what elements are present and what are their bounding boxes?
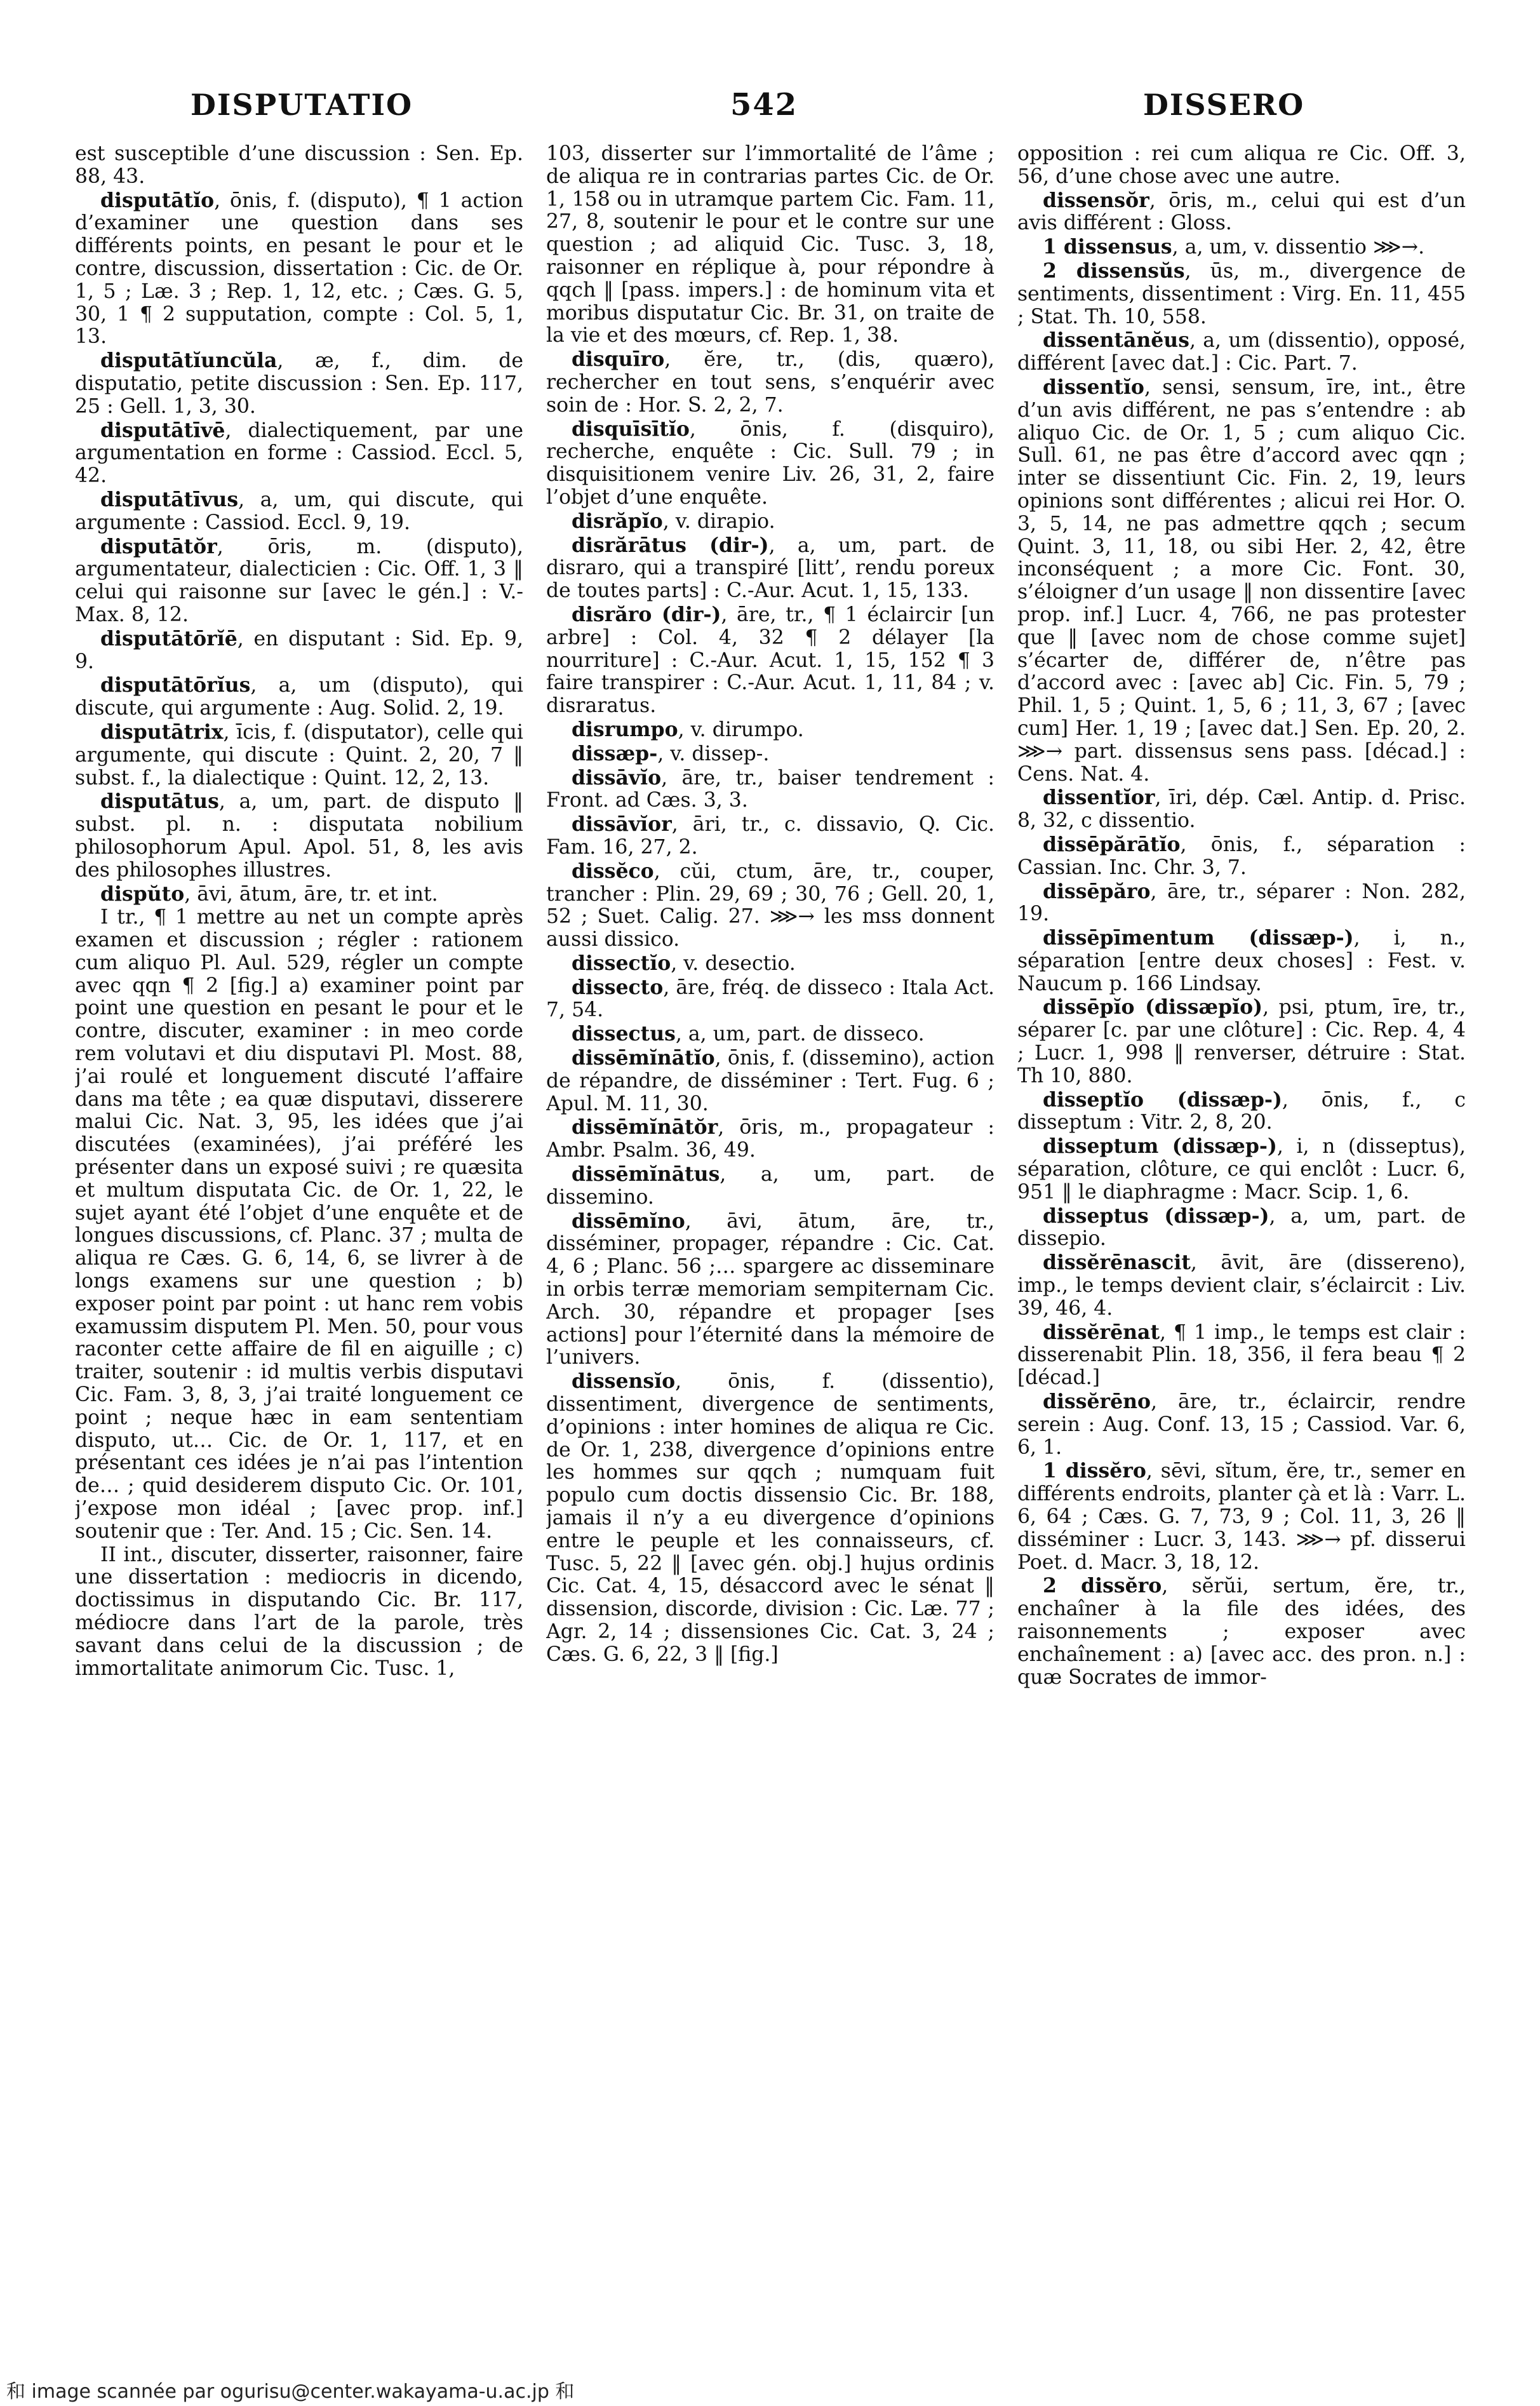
dictionary-entry: disputātus, a, um, part. de disputo ‖ subst. pl. n. : disputata nobilium philosophorum Apul. Apol. 51, 8, les avis des philosophes illustres. — [75, 790, 523, 882]
text-columns — [75, 143, 1466, 2347]
dictionary-entry: disseptus (dissæp-), a, um, part. de dissepio. — [1017, 1204, 1466, 1251]
dictionary-entry: dissāvĭor, āri, tr., c. dissavio, Q. Cic. Fam. 16, 27, 2. — [546, 812, 994, 859]
headword: dissensĭo — [572, 1369, 676, 1394]
headword: dissectĭo — [572, 951, 671, 975]
headword: dissentĭo — [1043, 375, 1144, 399]
headword: disrărātus (dir-) — [572, 533, 769, 557]
dictionary-entry: disseptum (dissæp-), i, n (disseptus), séparation, clôture, ce qui enclôt : Lucr. 6, 951 ‖ le diaphragme : Macr. Scip. 1, 6. — [1017, 1134, 1466, 1204]
headword: dissēmĭno — [572, 1209, 685, 1233]
dictionary-entry: dissĕrēnat, ¶ 1 imp., le temps est clair : disserenabit Plin. 18, 356, il fera beau ¶ 2 [décad.] — [1017, 1320, 1466, 1390]
dictionary-entry: dissēpĭo (dissæpĭo), psi, ptum, īre, tr., séparer [c. par une clôture] : Cic. Rep. 4, 4 ; Lucr. 1, 998 ‖ renverser, détruire : Stat. Th 10, 880. — [1017, 995, 1466, 1087]
dictionary-entry: opposition : rei cum aliqua re Cic. Off. 3, 56, d’une chose avec une autre. — [1017, 143, 1466, 188]
dictionary-entry: dissāvĭo, āre, tr., baiser tendrement : Front. ad Cæs. 3, 3. — [546, 765, 994, 812]
dictionary-entry: disputātōrĭē, en disputant : Sid. Ep. 9, 9. — [75, 626, 523, 673]
headword: 1 dissensus — [1043, 235, 1172, 259]
headword: disputātus — [100, 790, 219, 814]
dictionary-entry: disrumpo, v. dirumpo. — [572, 717, 804, 741]
headword: disputātōrĭus — [100, 673, 251, 697]
running-head-right: DISSERO — [1143, 88, 1305, 122]
dictionary-entry: dissēpăro, āre, tr., séparer : Non. 282, 19. — [1017, 879, 1466, 926]
dictionary-entry: II int., discuter, disserter, raisonner, faire une dissertation : mediocris in dicendo, doctissimus in disputando Cic. Br. 117, médiocre dans l’art de la parole, très savant dans celui de la discussion ; de immortalitate animorum Cic. Tusc. 1, — [75, 1543, 523, 1680]
dictionary-entry: dissecto, āre, fréq. de disseco : Itala Act. 7, 54. — [546, 975, 994, 1022]
headword: dissĕrēnat — [1043, 1320, 1160, 1344]
headword: disputātrix — [100, 720, 224, 744]
dictionary-entry: 103, disserter sur l’immortalité de l’âme ; de aliqua re in contrarias partes Cic. de Or. 1, 158 ou in utramque partem Cic. Fam. 11, 27, 8, soutenir le pour et le contre sur une question ; ad aliquid Cic. Tusc. 3, 18, raisonner en réplique à, pour répondre à qqch ‖ [pass. impers.] : de hominum vita et moribus disputatur Cic. Br. 31, on traite de la vie et des mœurs, cf. Rep. 1, 38. — [546, 143, 994, 347]
dictionary-entry: disrăro (dir-), āre, tr., ¶ 1 éclaircir [un arbre] : Col. 4, 32 ¶ 2 délayer [la nourriture] : C.-Aur. Acut. 1, 15, 152 ¶ 3 faire transpirer : C.-Aur. Acut. 1, 11, 84 ; v. disraratus. — [546, 602, 994, 718]
headword: dissēmĭnātĭo — [572, 1046, 715, 1070]
headword: 1 dissĕro — [1043, 1459, 1146, 1483]
dictionary-entry: dissēmĭno, āvi, ātum, āre, tr., disséminer, propager, répandre : Cic. Cat. 4, 6 ; Planc. 56 ;… spargere ac disseminare in orbis terræ memoriam sempiternam Cic. Arch. 30, répandre et propager [ses actions] pour l’éternité dans la mémoire de l’univers. — [546, 1209, 994, 1369]
headword: dispŭto — [100, 882, 185, 906]
headword: dissēmĭnātŏr — [572, 1115, 718, 1139]
headword: disputātōrĭē — [100, 626, 238, 650]
headword: dissāvĭor — [572, 812, 672, 837]
scan-credit: 和 image scannée par ogurisu@center.wakayama-u.ac.jp 和 — [6, 2381, 575, 2403]
dictionary-entry: dissĕrēnascit, āvit, āre (dissereno), imp., le temps devient clair, s’éclaircit : Liv. 39, 46, 4. — [1017, 1251, 1466, 1320]
headword: dissæp- — [572, 741, 658, 765]
dictionary-entry: I tr., ¶ 1 mettre au net un compte après examen et discussion ; régler : rationem cum aliquo Pl. Aul. 529, régler un compte avec qqn ¶ 2 [fig.] a) examiner point par point une question en pesant le pour et le contre, discuter, examiner : in meo corde rem volutavi et diu disputavi Pl. Most. 88, j’ai roulé et longuement discuté l’affaire dans ma tête ; ea quæ disputavi, disserere malui Cic. Nat. 3, 95, les idées que j’ai discutées (examinées), j’ai préféré les présenter dans un exposé suivi ; re quæsita et multum disputata Cic. de Or. 1, 22, le sujet ayant été l’objet d’une enquête et de longues discussions, cf. Planc. 37 ; multa de aliqua re Cæs. G. 6, 14, 6, se livrer à de longs examens sur une question ; b) exposer point par point : ut hanc rem vobis examussim disputem Pl. Men. 50, pour vous raconter cette affaire de fil en aiguille ; c) traiter, soutenir : id multis verbis disputavi Cic. Fam. 3, 8, 3, j’ai traité longuement ce point ; neque hæc in eam sententiam disputo, ut… Cic. de Or. 1, 117, et en présentant ces idées je n’ai pas l’intention de… ; quid desiderem disputo Cic. Or. 101, j’expose mon idéal ; [avec prop. inf.] soutenir que : Ter. And. 15 ; Cic. Sen. 14. — [75, 906, 523, 1543]
dictionary-entry: disputātīvus, a, um, qui discute, qui argumente : Cassiod. Eccl. 9, 19. — [75, 487, 523, 534]
dictionary-entry: disquīro, ĕre, tr., (dis, quæro), rechercher en tout sens, s’enquérir avec soin de : Hor. S. 2, 2, 7. — [546, 347, 994, 417]
headword: disputātŏr — [100, 534, 217, 558]
headword: disrumpo — [572, 717, 678, 741]
headword: dissĕrēnascit — [1043, 1251, 1191, 1275]
dictionary-entry: 2 dissensŭs, ūs, m., divergence de sentiments, dissentiment : Virg. En. 11, 455 ; Stat. Th. 10, 558. — [1017, 259, 1466, 328]
dictionary-entry: dispŭto, āvi, ātum, āre, tr. et int. — [100, 882, 438, 906]
dictionary-entry: dissēmĭnātĭo, ōnis, f. (dissemino), action de répandre, de disséminer : Tert. Fug. 6 ; Apul. M. 11, 30. — [546, 1046, 994, 1115]
dictionary-entry: dissēmĭnātus, a, um, part. de dissemino. — [546, 1162, 994, 1209]
dictionary-entry: disrăpĭo, v. dirapio. — [572, 509, 775, 533]
headword: disquīro — [572, 347, 665, 372]
dictionary-entry: disputātrix, īcis, f. (disputator), celle qui argumente, qui discute : Quint. 2, 20, 7 ‖ subst. f., la dialectique : Quint. 12, 2, 13. — [75, 720, 523, 790]
headword: disputātĭo — [100, 188, 215, 212]
page-number: 542 — [730, 87, 798, 123]
column-left — [75, 143, 523, 2347]
headword: 2 dissensŭs — [1043, 259, 1185, 283]
dictionary-entry: dissæp-, v. dissep-. — [572, 741, 770, 765]
dictionary-entry: disseptĭo (dissæp-), ōnis, f., c disseptum : Vitr. 2, 8, 20. — [1017, 1087, 1466, 1134]
headword: disquīsītĭo — [572, 417, 690, 441]
dictionary-entry: dissectus, a, um, part. de disseco. — [572, 1022, 925, 1046]
dictionary-entry: disputātĭo, ōnis, f. (disputo), ¶ 1 action d’examiner une question dans ses différents points, en pesant le pour et le contre, discussion, dissertation : Cic. de Or. 1, 5 ; Læ. 3 ; Rep. 1, 12, etc. ; Cæs. G. 5, 30, 1 ¶ 2 supputation, compte : Col. 5, 1, 13. — [75, 188, 523, 349]
headword: disrăpĭo — [572, 509, 663, 533]
dictionary-entry: dissĕco, cŭi, ctum, āre, tr., couper, trancher : Plin. 29, 69 ; 30, 76 ; Gell. 20, 1, 52 ; Suet. Calig. 27. ⋙→ les mss donnent aussi dissico. — [546, 859, 994, 951]
headword: dissentānĕus — [1043, 328, 1189, 353]
dictionary-entry: disputātīvē, dialectiquement, par une argumentation en forme : Cassiod. Eccl. 5, 42. — [75, 418, 523, 488]
dictionary-entry: dissentĭor, īri, dép. Cæl. Antip. d. Prisc. 8, 32, c dissentio. — [1017, 786, 1466, 833]
headword: dissēpărātĭo — [1043, 832, 1181, 856]
running-head-left: DISPUTATIO — [191, 88, 413, 122]
headword: dissēmĭnātus — [572, 1162, 720, 1186]
headword: disputātīvus — [100, 487, 239, 511]
dictionary-entry: dissĕrēno, āre, tr., éclaircir, rendre serein : Aug. Conf. 13, 15 ; Cassiod. Var. 6, 6, 1. — [1017, 1390, 1466, 1459]
headword: disseptus (dissæp-) — [1043, 1204, 1269, 1228]
headword: disseptum (dissæp-) — [1043, 1134, 1277, 1159]
headword: dissecto — [572, 975, 664, 999]
column-right — [1017, 143, 1466, 2347]
dictionary-entry: 1 dissensus, a, um, v. dissentio ⋙→. — [1043, 235, 1425, 259]
headword: disseptĭo (dissæp-) — [1043, 1087, 1282, 1112]
dictionary-entry: 1 dissĕro, sēvi, sĭtum, ĕre, tr., semer en différents endroits, planter çà et là : Varr. L. 6, 64 ; Cæs. G. 7, 73, 9 ; Col. 11, 3, 26 ‖ disséminer : Lucr. 3, 143. ⋙→ pf. disserui Poet. d. Macr. 3, 18, 12. — [1017, 1459, 1466, 1574]
headword: disrăro (dir-) — [572, 602, 721, 626]
headword: dissēpăro — [1043, 879, 1151, 903]
headword: dissensŏr — [1043, 188, 1149, 212]
dictionary-entry: disputātŏr, ōris, m. (disputo), argumentateur, dialecticien : Cic. Off. 1, 3 ‖ celui qui raisonne sur [avec le gén.] : V.-Max. 8, 12. — [75, 534, 523, 626]
dictionary-entry: dissectĭo, v. desectio. — [572, 951, 796, 975]
headword: dissēpĭo (dissæpĭo) — [1043, 995, 1263, 1019]
headword: dissentĭor — [1043, 786, 1155, 810]
dictionary-entry: dissēmĭnātŏr, ōris, m., propagateur : Ambr. Psalm. 36, 49. — [546, 1115, 994, 1162]
headword: dissĕco — [572, 859, 654, 883]
dictionary-entry: dissensĭo, ōnis, f. (dissentio), dissentiment, divergence de sentiments, d’opinions : inter homines de aliqua re Cic. de Or. 1, 238, divergence d’opinions entre les hommes sur qqch ; numquam fuit populo cum doctis dissensio Cic. Br. 188, jamais il n’y a eu divergence d’opinions entre le peuple et les connaisseurs, cf. Tusc. 5, 22 ‖ [avec gén. obj.] hujus ordinis Cic. Cat. 4, 15, désaccord avec le sénat ‖ dissension, discorde, division : Cic. Læ. 77 ; Agr. 2, 14 ; dissensiones Cic. Cat. 3, 24 ; Cæs. G. 6, 22, 3 ‖ [fig.] — [546, 1369, 994, 1666]
dictionary-entry: 2 dissĕro, sĕrŭi, sertum, ĕre, tr., enchaîner à la file des idées, des raisonnements ; exposer avec enchaînement : a) [avec acc. des pron. n.] : quæ Socrates de immor- — [1017, 1574, 1466, 1689]
headword: 2 dissĕro — [1043, 1574, 1162, 1598]
dictionary-entry: dissēpărātĭo, ōnis, f., séparation : Cassian. Inc. Chr. 3, 7. — [1017, 832, 1466, 879]
headword: dissāvĭo — [572, 765, 662, 790]
dictionary-entry: dissentānĕus, a, um (dissentio), opposé, différent [avec dat.] : Cic. Part. 7. — [1017, 328, 1466, 375]
dictionary-entry: disputātōrĭus, a, um (disputo), qui discute, qui argumente : Aug. Solid. 2, 19. — [75, 673, 523, 720]
dictionary-entry: dissentĭo, sensi, sensum, īre, int., être d’un avis différent, ne pas s’entendre : ab aliquo Cic. de Or. 1, 5 ; cum aliquo Cic. Sull. 61, ne pas être d’accord avec qqn ; inter se dissentiunt Cic. Fin. 2, 19, leurs opinions sont différentes ; alicui rei Hor. O. 3, 5, 14, ne pas admettre qqch ; secum Quint. 3, 11, 18, ou sibi Her. 2, 42, être inconséquent ; a more Cic. Font. 30, s’éloigner d’un usage ‖ non dissentire [avec prop. inf.] Lucr. 4, 766, ne pas protester que ‖ [avec nom de chose comme sujet] s’écarter de, différer de, n’être pas d’accord avec : [avec ab] Cic. Fin. 5, 79 ; Phil. 1, 5 ; Quint. 1, 5, 6 ; 11, 3, 67 ; [avec cum] Her. 1, 19 ; [avec dat.] Sen. Ep. 20, 2. ⋙→ part. dissensus sens pass. [décad.] : Cens. Nat. 4. — [1017, 375, 1466, 786]
headword: disputātīvē — [100, 418, 225, 442]
dictionary-entry: disquīsītĭo, ōnis, f. (disquiro), recherche, enquête : Cic. Sull. 79 ; in disquisitionem venire Liv. 26, 31, 2, faire l’objet d’une enquête. — [546, 417, 994, 509]
headword: disputātĭuncŭla — [100, 349, 278, 373]
dictionary-entry: dissēpīmentum (dissæp-), i, n., séparation [entre deux choses] : Fest. v. Naucum p. 166 Lindsay. — [1017, 926, 1466, 995]
dictionary-entry: dissensŏr, ōris, m., celui qui est d’un avis différent : Gloss. — [1017, 188, 1466, 235]
headword: dissēpīmentum (dissæp-) — [1043, 926, 1354, 950]
dictionary-entry: disputātĭuncŭla, æ, f., dim. de disputatio, petite discussion : Sen. Ep. 117, 25 : Gell. 1, 3, 30. — [75, 349, 523, 418]
column-middle — [546, 143, 994, 2347]
dictionary-entry: est susceptible d’une discussion : Sen. Ep. 88, 43. — [75, 143, 523, 188]
dictionary-entry: disrărātus (dir-), a, um, part. de disraro, qui a transpiré [litt’, rendu poreux de toutes parts] : C.-Aur. Acut. 1, 15, 133. — [546, 533, 994, 603]
headword: dissectus — [572, 1022, 676, 1046]
headword: dissĕrēno — [1043, 1390, 1151, 1414]
